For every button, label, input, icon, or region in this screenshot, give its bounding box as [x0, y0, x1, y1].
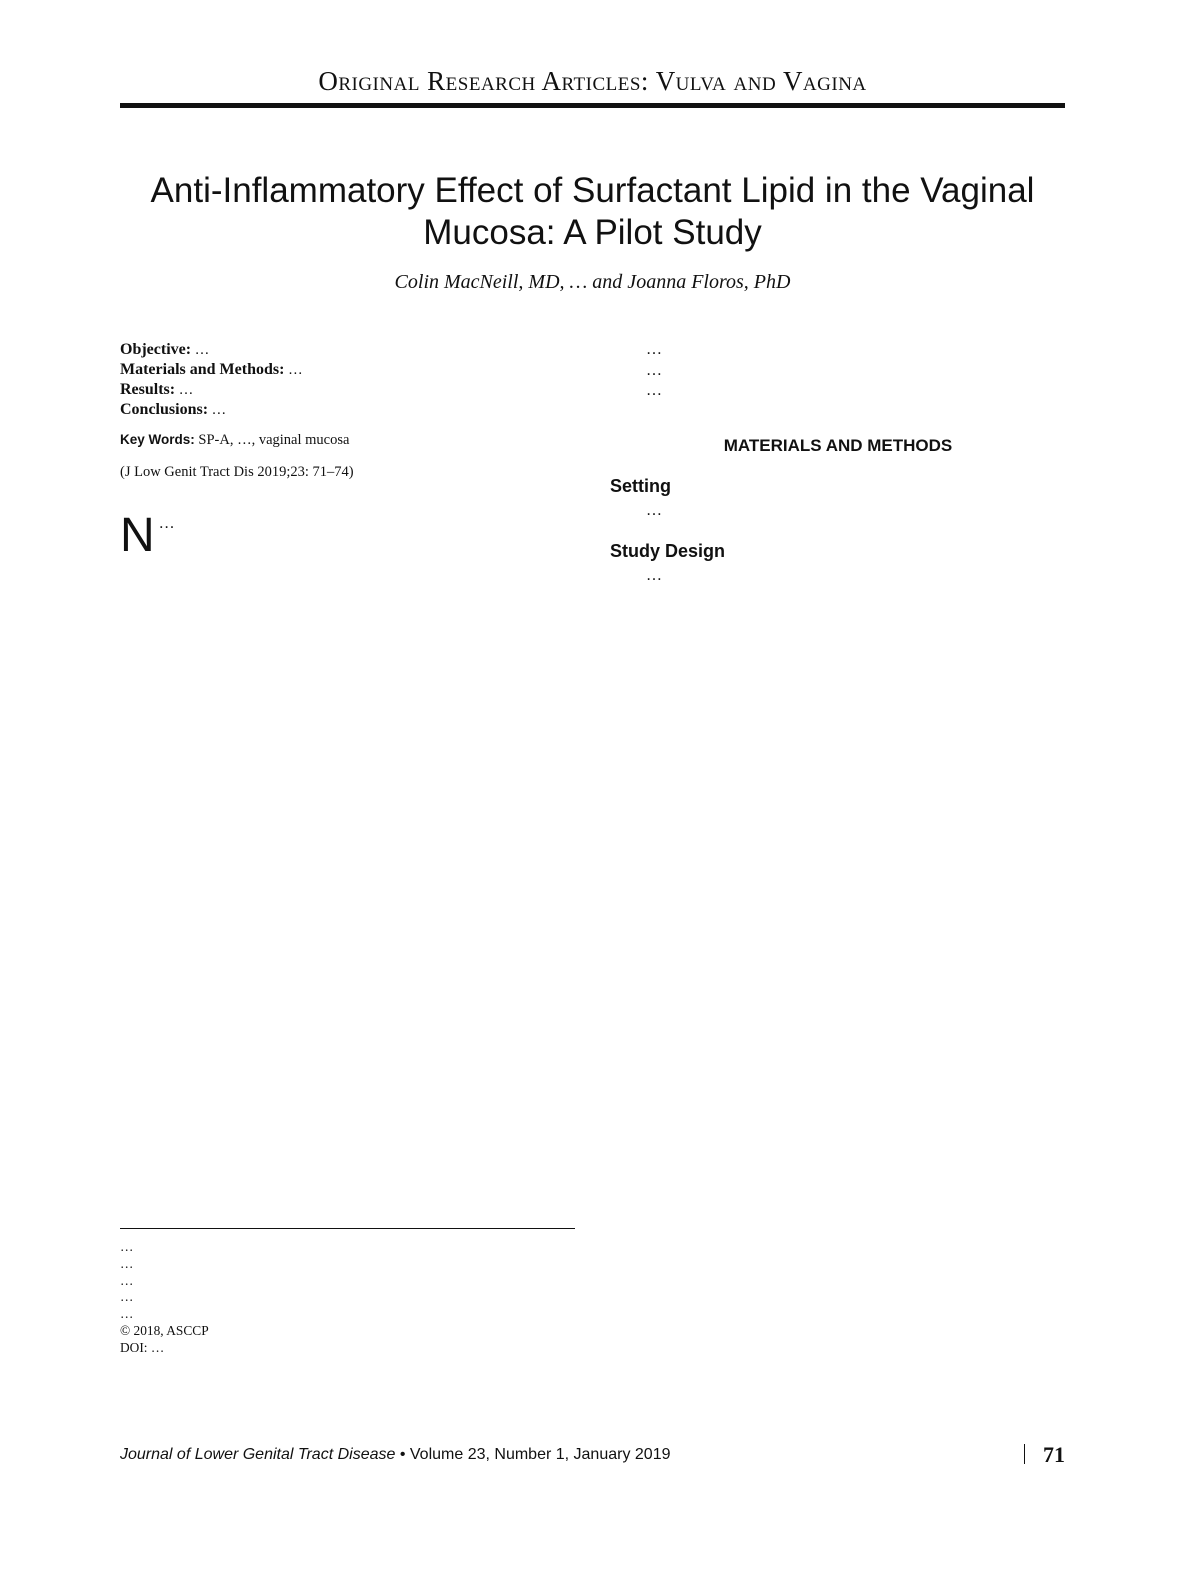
abstract-conclusions	[120, 400, 580, 420]
keywords	[120, 430, 580, 450]
page-number: 71	[1024, 1442, 1065, 1468]
body-paragraph-2: …	[646, 361, 662, 379]
author-list: Colin MacNeill, MD, … and Joanna Floros, PhD	[394, 271, 791, 293]
citation: (J Low Genit Tract Dis 2019;23: 71–74)	[120, 464, 354, 480]
footer-journal-name: Journal of Lower Genital Tract Disease	[120, 1446, 396, 1463]
abstract-results-label: Results:	[120, 381, 176, 398]
page-footer	[120, 1442, 1065, 1467]
footnote-doi: DOI: …	[120, 1339, 165, 1355]
footnote-conflicts: …	[120, 1272, 134, 1288]
abstract-results-text: …	[178, 382, 194, 398]
introduction	[120, 509, 580, 562]
footnote-irb: …	[120, 1306, 134, 1322]
footnotes	[120, 1228, 575, 1357]
abstract-methods	[120, 360, 580, 380]
body-paragraph-3: …	[646, 382, 662, 399]
running-header: Original Research Articles: Vulva and Vagina	[318, 66, 867, 96]
keywords-label: Key Words:	[120, 432, 195, 447]
header-rule	[120, 103, 1065, 108]
dropcap: N	[120, 509, 155, 562]
abstract	[120, 340, 580, 420]
abstract-conclusions-label: Conclusions:	[120, 401, 209, 418]
abstract-methods-label: Materials and Methods:	[120, 361, 285, 378]
subsection-title-setting: Setting	[610, 475, 671, 496]
section-title-methods: MATERIALS AND METHODS	[723, 435, 953, 455]
abstract-conclusions-text: …	[211, 402, 227, 418]
body-paragraph-1: …	[646, 341, 662, 358]
article-title: Anti-Inflammatory Effect of Surfactant Lipid in the Vaginal Mucosa: A Pilot Study	[150, 171, 1035, 252]
introduction-text: …	[158, 515, 175, 532]
study-design-paragraph: …	[646, 567, 662, 584]
footnote-funding: …	[120, 1289, 134, 1305]
abstract-objective	[120, 340, 580, 360]
abstract-methods-text: …	[288, 362, 303, 378]
abstract-results	[120, 380, 580, 400]
right-column	[610, 340, 1066, 587]
footnote-copyright: © 2018, ASCCP	[120, 1322, 209, 1338]
footnote-correspondence: …	[120, 1255, 134, 1271]
footer-issue: • Volume 23, Number 1, January 2019	[399, 1446, 671, 1463]
abstract-objective-label: Objective:	[120, 341, 192, 358]
left-column	[120, 340, 580, 562]
subsection-title-study-design: Study Design	[610, 541, 726, 561]
abstract-objective-text: …	[194, 342, 210, 358]
setting-paragraph: …	[646, 501, 662, 519]
keywords-text: SP-A, …, vaginal mucosa	[198, 432, 350, 448]
footnote-affiliations: …	[120, 1239, 134, 1254]
